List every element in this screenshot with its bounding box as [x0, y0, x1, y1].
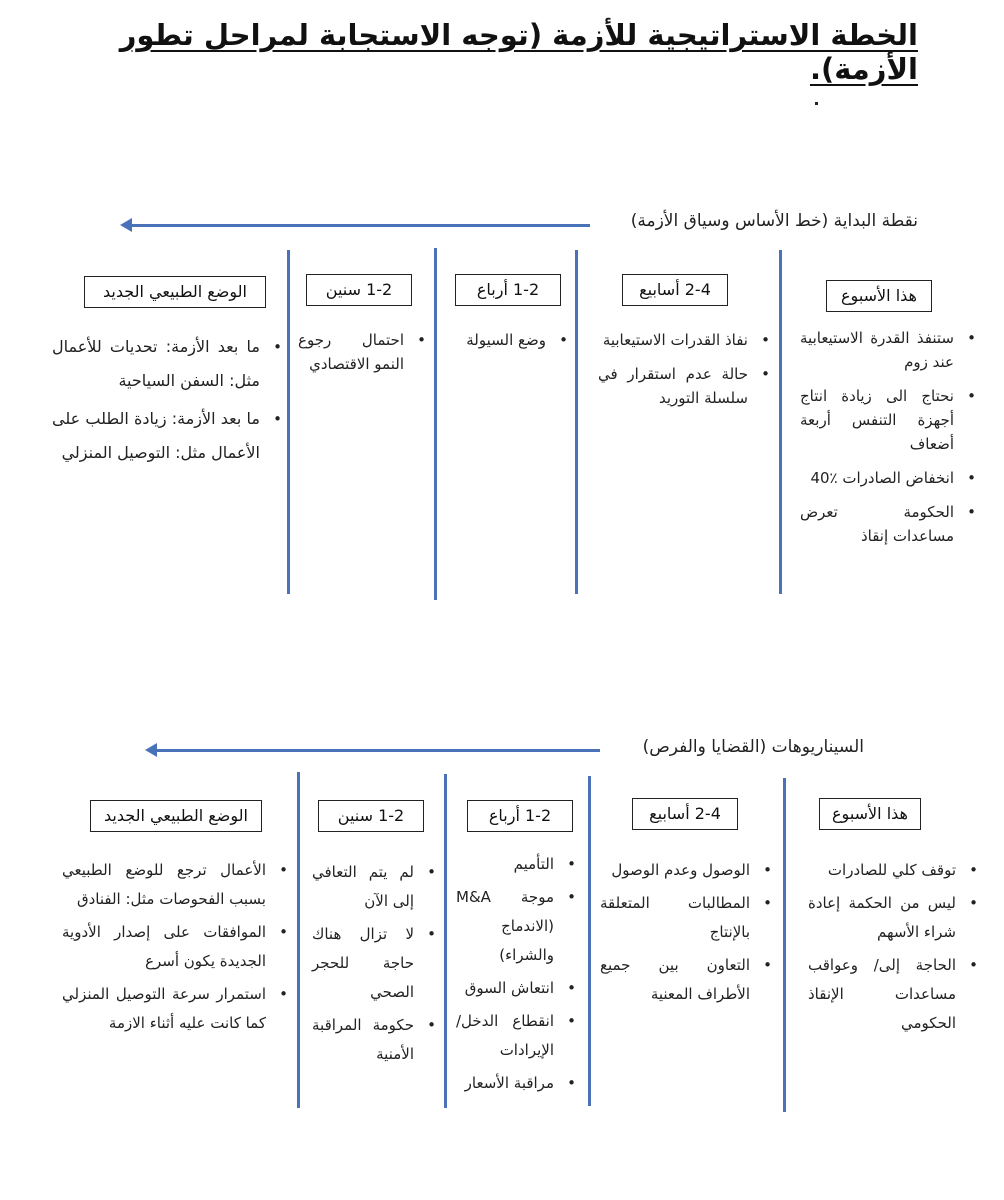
s1-header-new-normal: الوضع الطبيعي الجديد [84, 276, 266, 308]
list-item: • وضع السيولة [446, 328, 546, 352]
list-item: • ستنفذ القدرة الاستيعابية عند زوم [800, 326, 954, 374]
section1-divider [575, 250, 578, 594]
s2-column-new-normal [62, 856, 288, 1042]
s2-column-2-4-weeks [600, 856, 772, 1013]
list-item: • نفاذ القدرات الاستيعابية [598, 328, 748, 352]
s1-header-2-4-weeks: 2-4 أسابيع [622, 274, 728, 306]
list-item: • احتمال رجوع النمو الاقتصادي [298, 328, 404, 376]
list-item: • لم يتم التعافي إلى الآن [312, 858, 414, 916]
s1-column-2-4-weeks [598, 328, 770, 420]
s2-header-2-4-weeks: 2-4 أسابيع [632, 798, 738, 830]
section2-divider [297, 772, 300, 1108]
stray-dot [815, 102, 818, 105]
s2-column-1-2-quarters [456, 850, 576, 1102]
list-item: • انتعاش السوق [456, 974, 554, 1003]
list-item: • توقف كلي للصادرات [808, 856, 956, 885]
list-item: • ما بعد الأزمة: تحديات للأعمال مثل: السفن السياحية [52, 330, 260, 398]
list-item: • الوصول وعدم الوصول [600, 856, 750, 885]
section1-divider [779, 250, 782, 594]
section2-divider [588, 776, 591, 1106]
s2-header-this-week: هذا الأسبوع [819, 798, 921, 830]
page-title: الخطة الاستراتيجية للأزمة (توجه الاستجابة لمراحل تطور الأزمة). [119, 18, 918, 86]
s1-column-new-normal [52, 330, 282, 474]
list-item: • التعاون بين جميع الأطراف المعنية [600, 951, 750, 1009]
list-item: • ليس من الحكمة إعادة شراء الأسهم [808, 889, 956, 947]
list-item: • لا تزال هناك حاجة للحجر الصحي [312, 920, 414, 1007]
s1-header-this-week: هذا الأسبوع [826, 280, 932, 312]
s1-column-1-2-quarters [446, 328, 568, 362]
list-item: • حالة عدم استقرار في سلسلة التوريد [598, 362, 748, 410]
section2-divider [444, 774, 447, 1108]
list-item: • ما بعد الأزمة: زيادة الطلب على الأعمال مثل: التوصيل المنزلي [52, 402, 260, 470]
s1-column-this-week [800, 326, 976, 558]
list-item: • المطالبات المتعلقة بالإنتاج [600, 889, 750, 947]
list-item: • حكومة المراقبة الأمنية [312, 1011, 414, 1069]
s1-column-1-2-years [298, 328, 426, 386]
list-item: • مراقبة الأسعار [456, 1069, 554, 1098]
section2-divider [783, 778, 786, 1112]
list-item: • انقطاع الدخل/ الإيرادات [456, 1007, 554, 1065]
s2-header-new-normal: الوضع الطبيعي الجديد [90, 800, 262, 832]
blank-corner [876, 1122, 1004, 1200]
list-item: • استمرار سرعة التوصيل المنزلي كما كانت عليه أثناء الازمة [62, 980, 266, 1038]
section1-arrow [130, 224, 590, 227]
section1-divider [434, 248, 437, 600]
s2-column-this-week [808, 856, 978, 1042]
s1-header-1-2-quarters: 1-2 أرباع [455, 274, 561, 306]
s2-header-1-2-quarters: 1-2 أرباع [467, 800, 573, 832]
list-item: • نحتاج الى زيادة انتاج أجهزة التنفس أربعة أضعاف [800, 384, 954, 456]
section1-divider [287, 250, 290, 594]
list-item: • انخفاض الصادرات ٪40 [800, 466, 954, 490]
s2-header-1-2-years: 1-2 سنين [318, 800, 424, 832]
section2-label: السيناريوهات (القضايا والفرص) [642, 737, 864, 757]
section1-arrow-head [120, 218, 132, 232]
list-item: • الحاجة إلى/ وعواقب مساعدات الإنقاذ الحكومي [808, 951, 956, 1038]
list-item: • موجة M&A (الاندماج والشراء) [456, 883, 554, 970]
section2-arrow [155, 749, 600, 752]
list-item: • الأعمال ترجع للوضع الطبيعي بسبب الفحوصات مثل: الفنادق [62, 856, 266, 914]
s2-column-1-2-years [312, 858, 436, 1073]
list-item: • الحكومة تعرض مساعدات إنقاذ [800, 500, 954, 548]
list-item: • الموافقات على إصدار الأدوية الجديدة يكون أسرع [62, 918, 266, 976]
section1-label: نقطة البداية (خط الأساس وسياق الأزمة) [630, 211, 918, 231]
list-item: • التأميم [456, 850, 554, 879]
section2-arrow-head [145, 743, 157, 757]
s1-header-1-2-years: 1-2 سنين [306, 274, 412, 306]
